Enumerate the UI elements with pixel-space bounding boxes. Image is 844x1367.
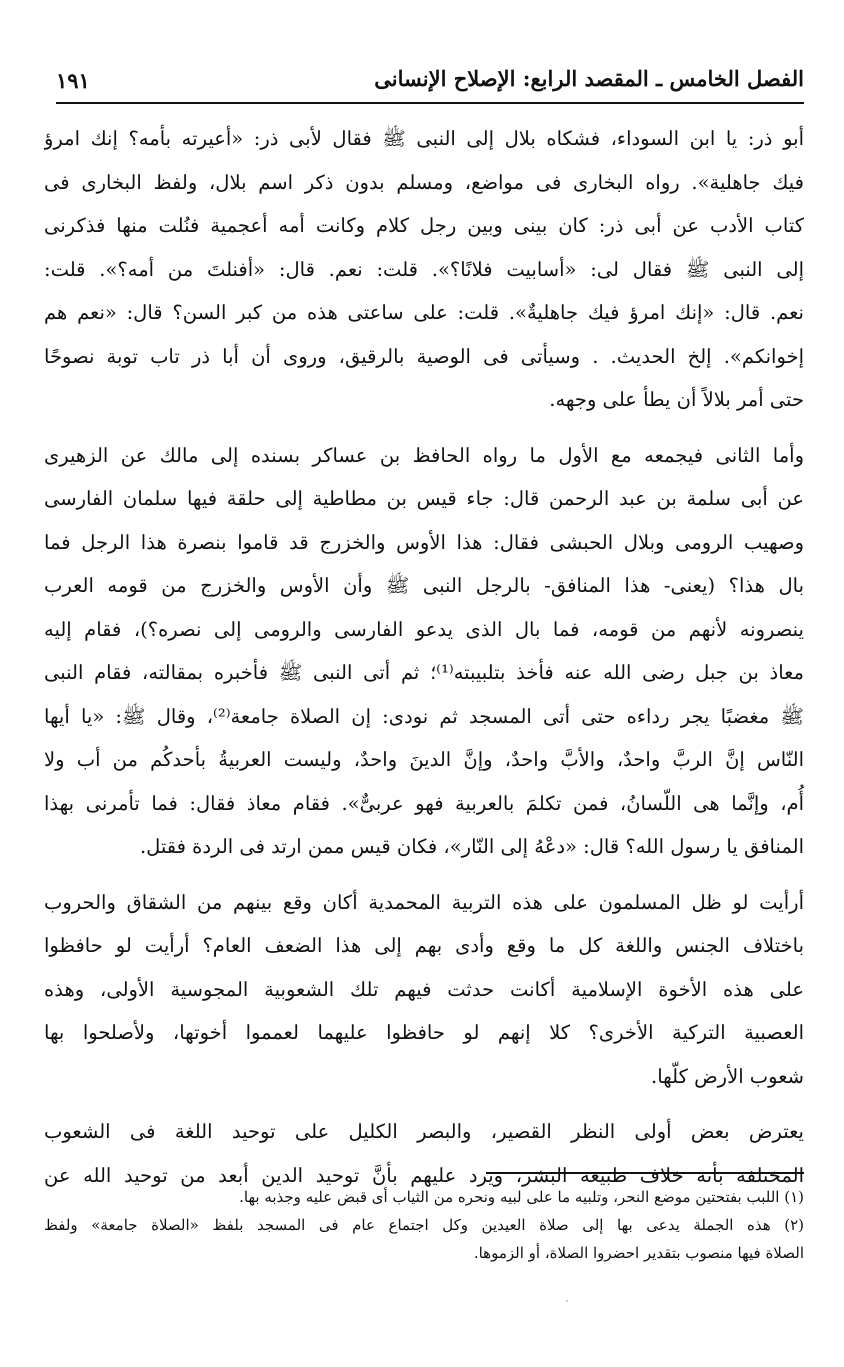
footnote-separator xyxy=(486,1172,804,1174)
text-line: أرأيت لو ظل المسلمون على هذه التربية المحمدية أكان وقع بينهم من الشقاق والحروب xyxy=(44,890,804,914)
paragraph-3 xyxy=(44,881,804,1099)
main-text xyxy=(44,117,804,1197)
text-line: باختلاف الجنس واللغة كل ما وقع وأدى بهم إلى هذا الضعف العام؟ أرأيت لو حافظوا xyxy=(44,934,804,957)
text-line: كتاب الأدب عن أبى ذر: كان بينى وبين رجل كلام وكانت أمه أعجمية فنُلت منها فذكرنى xyxy=(44,214,804,237)
text-line: إلى النبى ﷺ فقال لى: «أسابيت فلانًا؟». قلت: نعم. قال: «أفنلتَ من أمه؟». قلت: xyxy=(44,257,804,281)
text-line: المنافق يا رسول الله؟ قال: «دعْهُ إلى النّار»، فكان قيس ممن ارتد فى الردة فقتل. xyxy=(139,835,804,858)
text-line: العصبية التركية الأخرى؟ كلا إنهم لو حافظوا عليهما لعمموا أخوتها، ولأصلحوا بها xyxy=(44,1021,804,1044)
text-line: فيك جاهلية». رواه البخارى فى مواضع، ومسلم بدون ذكر اسم بلال، ولفظ البخارى فى xyxy=(44,170,804,194)
text-line: أُم، وإنَّما هى اللّسانُ، فمن تكلمَ بالعربية فهو عربىٌّ». فقام معاذ فقال: فما تأمرنى بهذا xyxy=(44,791,804,815)
footnote-2-continued: الصلاة فيها منصوب بتقدير احضروا الصلاة، أو الزموها. xyxy=(473,1244,804,1262)
footnote-2: (٢) هذه الجملة يدعى بها إلى صلاة العيدين وكل اجتماع عام فى المسجد بلفظ «الصلاة جامعة» ولفظ xyxy=(44,1216,804,1234)
text-line: إخوانكم». إلخ الحديث. . وسيأتى فى الوصية بالرقيق، وروى أن أبا ذر تاب توبة نصوحًا xyxy=(44,344,804,368)
text-line: المختلفة بأنه خلاف طبيعة البشر، ويرد عليهم بأنَّ توحيد الدين أبعد من توحيد الله عن xyxy=(44,1163,804,1187)
text-line: وأما الثانى فيجمعه مع الأول ما رواه الحافظ بن عساكر بسنده إلى مالك عن الزهيرى xyxy=(44,443,804,467)
running-header xyxy=(56,62,804,104)
text-line: بال هذا؟ (يعنى- هذا المنافق- بالرجل النبى ﷺ وأن الأوس والخزرج من قومه العرب xyxy=(44,574,804,597)
running-title: الفصل الخامس ـ المقصد الرابع: الإصلاح الإنسانى xyxy=(374,66,804,91)
text-line: حتى أمر بلالاً أن يطأ على وجهه. xyxy=(549,388,804,411)
text-line: على هذه الأخوة الإسلامية أكانت حدثت فيهم تلك الشعوبية المجوسية الأولى، وهذه xyxy=(44,977,804,1001)
page-number: ١٩١ xyxy=(56,68,90,93)
text-line: عن أبى سلمة بن عبد الرحمن قال: جاء قيس بن مطاطية إلى حلقة فيها سلمان الفارسى xyxy=(44,487,804,510)
text-line: النّاس إنَّ الربَّ واحدٌ، والأبَّ واحدٌ، وإنَّ الدينَ واحدٌ، وليست العربيةُ بأحدكُم من أب ولا xyxy=(44,748,804,771)
text-line: ينصرونه لأنهم من قومه، فما بال الذى يدعو الفارسى والرومى إلى نصره؟)، فقام إليه xyxy=(44,617,804,641)
footnotes xyxy=(44,1183,804,1267)
paragraph-2 xyxy=(44,434,804,869)
paragraph-1 xyxy=(44,117,804,422)
text-line: نعم. قال: «إنك امرؤ فيك جاهليةٌ». قلت: على ساعتى هذه من كبر السن؟ قال: «نعم هم xyxy=(44,301,804,324)
text-line: معاذ بن جبل رضى الله عنه فأخذ بتلبيبته⁽¹⁾؛ ثم أتى النبى ﷺ فأخبره بمقالته، فقام النبى xyxy=(44,661,804,684)
text-line: أبو ذر: يا ابن السوداء، فشكاه بلال إلى النبى ﷺ فقال لأبى ذر: «أعيرته بأمه؟ إنك امرؤ xyxy=(44,127,804,150)
text-line: ﷺ مغضبًا يجر رداءه حتى أتى المسجد ثم نودى: إن الصلاة جامعة⁽²⁾، وقال ﷺ: «يا أيها xyxy=(44,704,804,728)
text-line: وصهيب الرومى وبلال الحبشى فقال: هذا الأوس والخزرج قد قاموا بنصرة هذا الرجل فما xyxy=(44,530,804,554)
footnote-1: (١) اللبب بفتحتين موضع النحر، وتلبيه ما على لبيه ونحره من الثياب أى قبض عليه وجذبه بها. xyxy=(239,1188,804,1206)
text-line: يعترض بعض أولى النظر القصير، والبصر الكليل على توحيد اللغة فى الشعوب xyxy=(44,1120,804,1143)
text-line: شعوب الأرض كلّها. xyxy=(651,1064,804,1088)
scan-speck xyxy=(566,1300,568,1302)
